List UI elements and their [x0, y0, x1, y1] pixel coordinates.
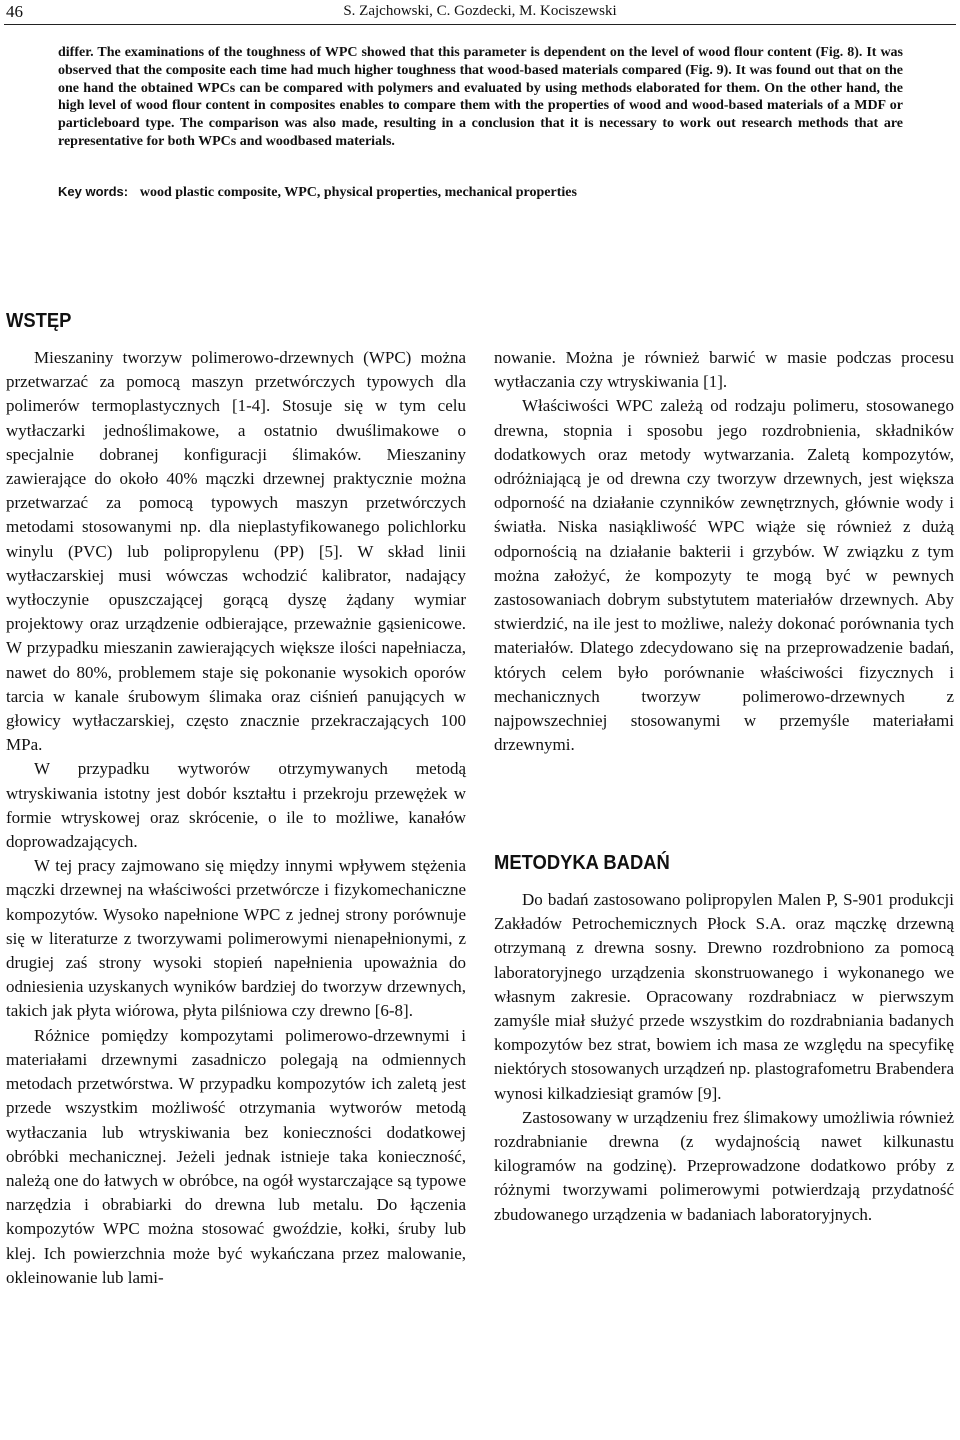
keywords-text: wood plastic composite, WPC, physical properties, mechanical properties	[139, 185, 577, 200]
paragraph: Właściwości WPC zależą od rodzaju polimeru, stosowanego drewna, stopnia i sposobu jego rozdrobnienia, składników dodatkowych oraz metody wytwarzania. Zaletą kompozytów, odróżniającą je od drewna czy tworzyw drzewnych, jest większa odporność na działanie czynników zewnętrznych, głównie wody i światła. Niska nasiąkliwość WPC wiąże się również z dużą odpornością na działanie bakterii i grzybów. W związku z tym można założyć, że kompozyty te mogą być w pewnych zastosowaniach dobrym substytutem materiałów drzewnych. Aby stwierdzić, na ile jest to możliwe, należy dokonać porównania tych materiałów. Dlatego zdecydowano się na przeprowadzenie badań, których celem było porównanie właściwości fizycznych i mechanicznych tworzyw polimerowo-drzewnych z najpowszechniej stosowanymi w przemyśle materiałami drzewnymi.	[494, 396, 954, 755]
right-column	[494, 346, 954, 757]
methods-column	[494, 888, 954, 1227]
section-heading-metodyka: METODYKA BADAŃ	[494, 852, 670, 874]
page-number: 46	[6, 2, 23, 21]
paragraph: W przypadku wytworów otrzymywanych metodą wtryskiwania istotny jest dobór kształtu i przekroju przewężek w formie wtryskowej oraz skrócenie, o ile to możliwe, kanałów doprowadzających.	[6, 759, 466, 852]
keywords-label: Key words:	[58, 184, 129, 199]
paragraph: Mieszaniny tworzyw polimerowo-drzewnych (WPC) można przetwarzać za pomocą maszyn przetwórczych typowych dla polimerów termoplastycznych [1-4]. Stosuje się w tym celu wytłaczarki jednoślimakowe, a ostatnio dwuślimakowe o specjalnie dobranej konfiguracji ślimaków. Mieszaniny zawierające do około 40% mączki drzewnej praktycznie można przetwarzać za pomocą typowych maszyn przetwórczych metodami stosowanymi np. dla nieplastyfikowanego polichlorku winylu (PVC) lub polipropylenu (PP) [5]. W skład linii wytłaczarskiej musi wówczas wchodzić kalibrator, nadający wytłoczynie opuszczającej gorącą dyszę żądany wymiar projektowy oraz urządzenie odbierające, przeważnie gąsienicowe. W przypadku mieszanin zawierających większe ilości napełniacza, nawet do 80%, problemem staje się pokonanie wysokich oporów tarcia w kanale śrubowym ślimaka oraz ciśnień panujących w głowicy wytłaczarskiej, często znacznie przekraczających 100 MPa.	[6, 348, 466, 755]
paragraph: Zastosowany w urządzeniu frez ślimakowy umożliwia również rozdrabnianie drewna (z wydajnością nawet kilkunastu kilogramów na godzinę). Przeprowadzone dodatkowo próby z różnymi tworzywami polimerowymi potwierdzają przydatność zbudowanego urządzenia w badaniach laboratoryjnych.	[494, 1107, 954, 1224]
paragraph: nowanie. Można je również barwić w masie podczas procesu wytłaczania czy wtryskiwania [1].	[494, 348, 954, 392]
keywords	[58, 184, 903, 201]
left-column	[6, 346, 466, 1290]
abstract-text: differ. The examinations of the toughness of WPC showed that this parameter is dependent on the level of wood flour content (Fig. 8). It was observed that the composite each time had much higher toughness that wood-based materials compared (Fig. 9). It was found out that on the one hand the obtained WPCs can be compared with polymers and evaluated by using methods elaborated for them. On the other hand, the high level of wood flour content in composites enables to compare them with the properties of wood and wood-based materials of a MDF or particleboard type. The comparison was also made, resulting in a conclusion that it is necessary to work out research methods that are representative for both WPCs and woodbased materials.	[58, 45, 903, 149]
section-heading-wstep: WSTĘP	[6, 310, 72, 332]
running-header	[0, 0, 960, 26]
paragraph: Do badań zastosowano polipropylen Malen P, S-901 produkcji Zakładów Petrochemicznych Płock S.A. oraz mączkę drzewną otrzymaną z drewna sosny. Drewno rozdrobniono za pomocą laboratoryjnego urządzenia skonstruowanego i wykonanego we własnym zakresie. Opracowany rozdrabniacz w pierwszym zamyśle miał służyć przede wszystkim do rozdrabniania badanych kompozytów bez strat, bowiem ich masa ze względu na specyfikę niektórych stosowanych urządzeń np. plastografometru Brabendera wynosi kilkadziesiąt gramów [9].	[494, 890, 954, 1103]
paragraph: Różnice pomiędzy kompozytami polimerowo-drzewnymi i materiałami drzewnymi zasadniczo polegają na odmiennych metodach przetwórstwa. W przypadku kompozytów ich zaletą jest przede wszystkim możliwość otrzymania wytworów metodą wytłaczania lub wtryskiwania bez konieczności dodatkowej obróbki mechanicznej. Jeżeli jednak istnieje taka konieczność, należą one do łatwych w obróbce, na ogół wystarczające są typowe narzędzia i obrabiarki do drewna lub metalu. Do łączenia kompozytów WPC można stosować gwoździe, kołki, śruby lub klej. Ich powierzchnia może być wykańczana przez malowanie, okleinowanie lub lami-	[6, 1025, 466, 1287]
paragraph: W tej pracy zajmowano się między innymi wpływem stężenia mączki drzewnej na właściwości przetwórcze i fizykomechaniczne kompozytów. Wysoko napełnione WPC z jednej strony porównuje się w literaturze z tworzywami polimerowymi nienapełnionymi, z drugiej zaś strony wysoki stopień napełnienia upoważnia do odniesienia uzyskanych wyników bardziej do tworzyw drzewnych, takich jak płyta wiórowa, płyta pilśniowa czy drewno [6-8].	[6, 856, 466, 1021]
header-rule	[4, 24, 956, 25]
running-authors: S. Zajchowski, C. Gozdecki, M. Kociszewski	[343, 3, 617, 19]
